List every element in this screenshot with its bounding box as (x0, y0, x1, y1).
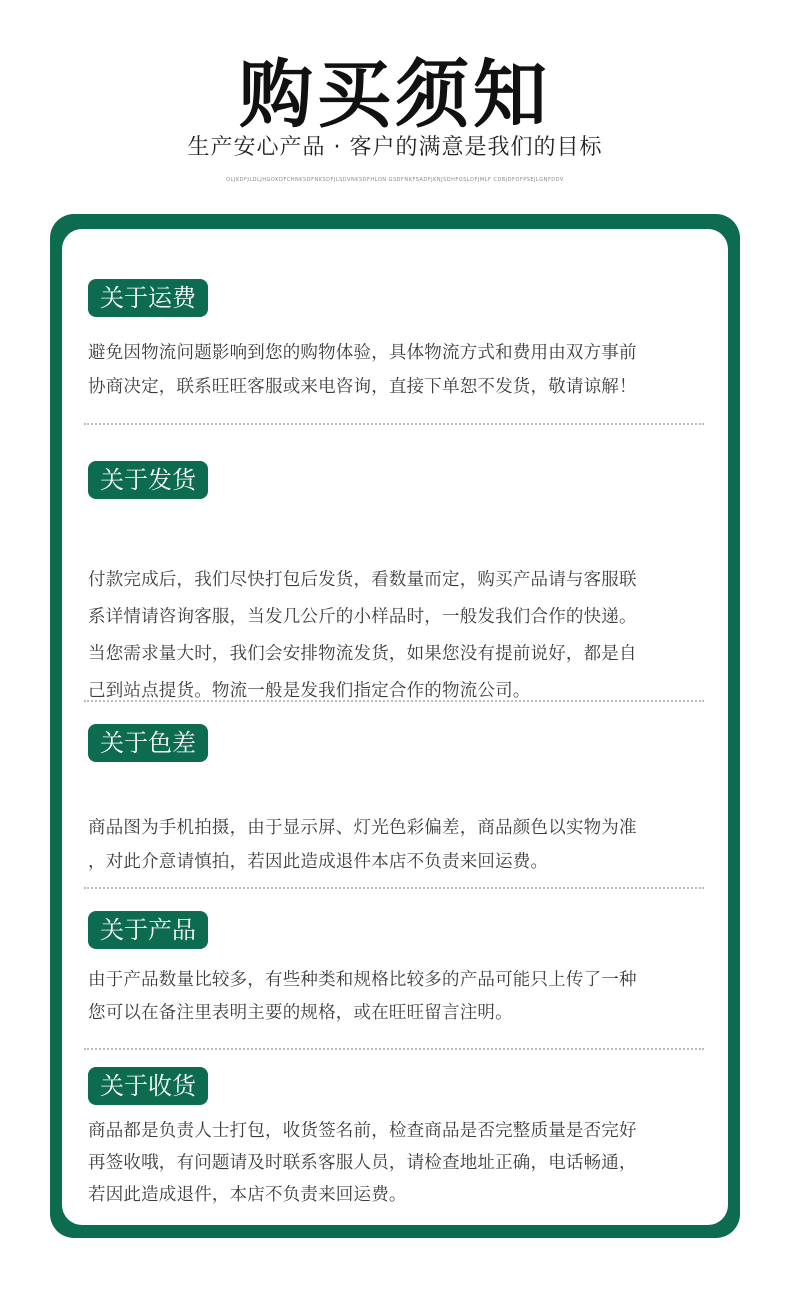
section-body (88, 1115, 713, 1211)
section-shipping-fee (88, 279, 713, 404)
section-tag: 关于色差 (88, 724, 208, 762)
section-body (88, 964, 713, 1030)
body-line: 由于产品数量比较多，有些种类和规格比较多的产品可能只上传了一种 (88, 970, 637, 990)
body-line: 您可以在备注里表明主要的规格，或在旺旺留言注明。 (88, 1003, 513, 1023)
page-title: 购买须知 (239, 52, 551, 138)
section-tag: 关于发货 (88, 461, 208, 499)
section-tag: 关于收货 (88, 1067, 208, 1105)
body-line: 再签收哦，有问题请及时联系客服人员，请检查地址正确，电话畅通， (88, 1153, 637, 1173)
section-color-difference (88, 724, 713, 879)
body-line: 商品图为手机拍摄，由于显示屏、灯光色彩偏差，商品颜色以实物为准 (88, 818, 637, 838)
section-tag: 关于运费 (88, 279, 208, 317)
section-receiving (88, 1067, 713, 1211)
section-body (88, 562, 713, 710)
section-tag: 关于产品 (88, 911, 208, 949)
body-line: 商品都是负责人士打包，收货签名前，检查商品是否完整质量是否完好 (88, 1121, 637, 1141)
dotted-divider (84, 1048, 704, 1050)
body-line: ，对此介意请慎拍，若因此造成退件本店不负责来回运费。 (88, 852, 549, 872)
section-body (88, 336, 713, 404)
section-delivery (88, 461, 713, 710)
body-line: 当您需求量大时，我们会安排物流发货，如果您没有提前说好，都是自 (88, 644, 637, 664)
dotted-divider (84, 423, 704, 425)
section-product (88, 911, 713, 1030)
dotted-divider (84, 700, 704, 702)
body-line: 若因此造成退件，本店不负责来回运费。 (88, 1185, 407, 1205)
body-line: 系详情请咨询客服，当发几公斤的小样品时，一般发我们合作的快递。 (88, 607, 637, 627)
dotted-divider (84, 887, 704, 889)
page-subtitle: 生产安心产品 · 客户的满意是我们的目标 (187, 135, 603, 160)
body-line: 协商决定，联系旺旺客服或来电咨询，直接下单恕不发货，敬请谅解！ (88, 377, 637, 397)
section-body (88, 811, 713, 879)
decorative-tiny-text: OLJKDFJLDLJHGOKDFCHNKSDFNKSDFJLSDVNKSDFHLDN GSDFNKFSADFJKNJSDHFOSLDFJMLF CDBJDFOFPSEJLGNFDDV (226, 177, 564, 183)
body-line: 付款完成后，我们尽快打包后发货，看数量而定，购买产品请与客服联 (88, 570, 637, 590)
body-line: 己到站点提货。物流一般是发我们指定合作的物流公司。 (88, 681, 531, 701)
body-line: 避免因物流问题影响到您的购物体验，具体物流方式和费用由双方事前 (88, 343, 637, 363)
